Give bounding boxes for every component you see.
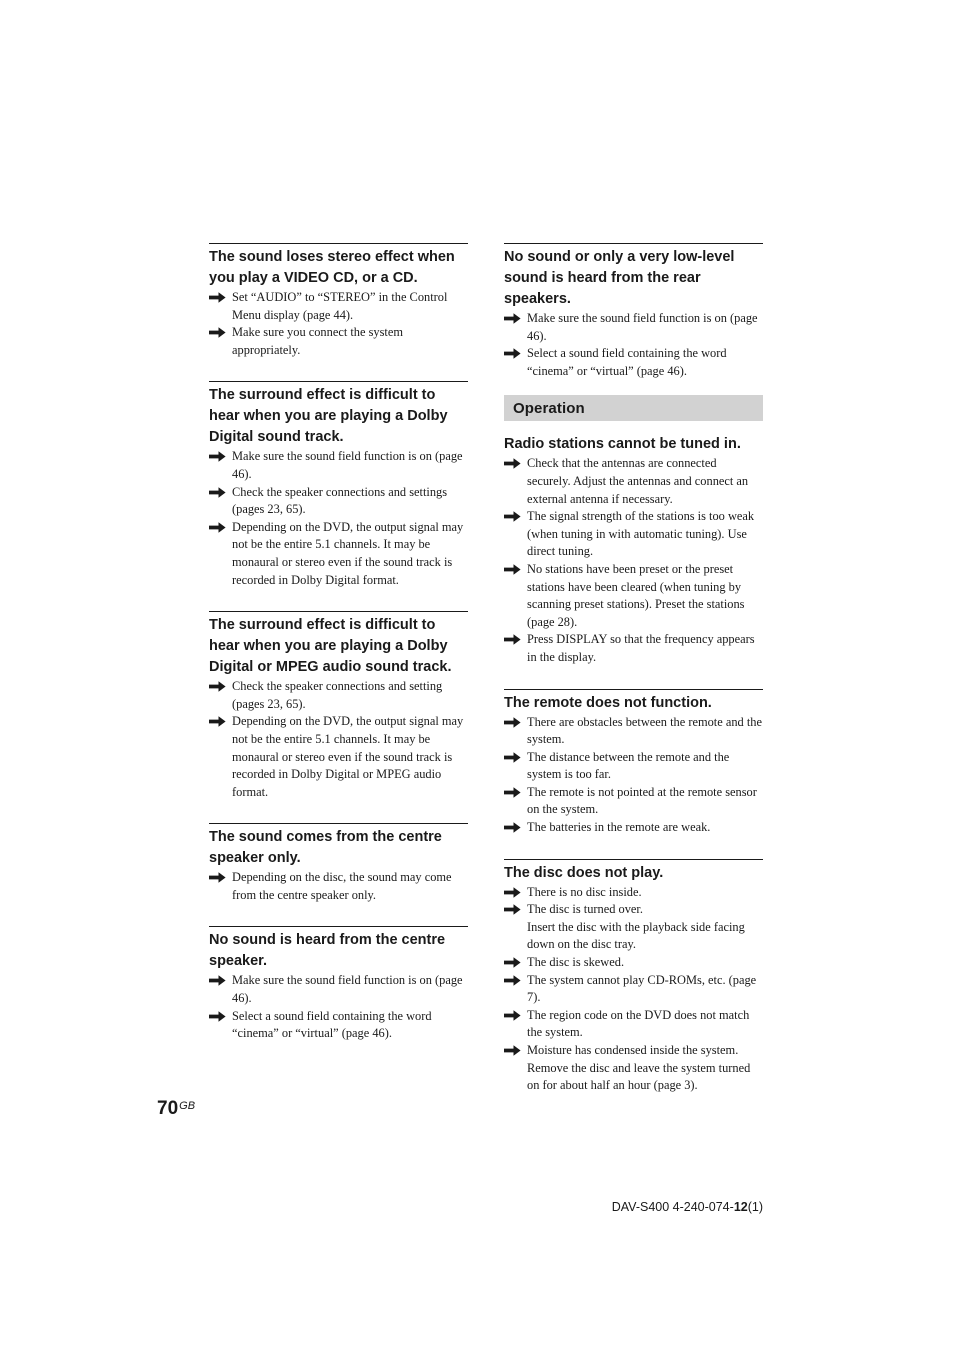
list-item: No stations have been preset or the preset stations have been cleared (when tuning by scanning preset stations). Preset the stations (page 28). [504, 561, 763, 631]
arrow-right-icon [504, 975, 521, 986]
arrow-right-icon [209, 451, 226, 462]
troubleshoot-section [504, 859, 763, 1095]
arrow-right-icon [504, 458, 521, 469]
list-item: Check the speaker connections and settings (pages 23, 65). [209, 484, 468, 519]
arrow-right-icon [504, 904, 521, 915]
troubleshoot-section [209, 823, 468, 904]
section-heading: The surround effect is difficult to hear when you are playing a Dolby Digital sound track. [209, 387, 448, 446]
list-item: The disc is turned over. [504, 901, 763, 919]
list-item: Make sure the sound field function is on (page 46). [504, 310, 763, 345]
section-heading: No sound or only a very low-level sound is heard from the rear speakers. [504, 249, 735, 307]
list-item: Moisture has condensed inside the system. Remove the disc and leave the system turned on for about half an hour (page 3). [504, 1042, 763, 1095]
arrow-right-icon [209, 327, 226, 338]
list-item: Press DISPLAY so that the frequency appears in the display. [504, 631, 763, 666]
list-item: Make sure you connect the system appropriately. [209, 324, 468, 359]
list-item: Depending on the disc, the sound may come from the centre speaker only. [209, 869, 468, 904]
arrow-right-icon [209, 487, 226, 498]
section-heading: The sound loses stereo effect when you play a VIDEO CD, or a CD. [209, 249, 455, 286]
arrow-right-icon [209, 681, 226, 692]
item-list [504, 714, 763, 837]
list-item: Select a sound field containing the word “cinema” or “virtual” (page 46). [209, 1008, 468, 1043]
left-column [209, 243, 468, 1065]
list-item: Set “AUDIO” to “STEREO” in the Control Menu display (page 44). [209, 289, 468, 324]
section-heading: The disc does not play. [504, 864, 664, 881]
arrow-right-icon [504, 957, 521, 968]
troubleshoot-section [209, 381, 468, 589]
section-heading: No sound is heard from the centre speaker. [209, 932, 446, 970]
arrow-right-icon [504, 313, 521, 324]
item-list [504, 884, 763, 1095]
list-item: The distance between the remote and the system is too far. [504, 749, 763, 784]
list-item: Make sure the sound field function is on (page 46). [209, 972, 468, 1007]
list-item: The system cannot play CD-ROMs, etc. (page 7). [504, 972, 763, 1007]
arrow-right-icon [209, 716, 226, 727]
arrow-right-icon [209, 1011, 226, 1022]
item-list [209, 869, 468, 904]
arrow-right-icon [209, 975, 226, 986]
arrow-right-icon [504, 511, 521, 522]
arrow-right-icon [504, 717, 521, 728]
troubleshoot-section [504, 689, 763, 837]
list-item: The disc is skewed. [504, 954, 763, 972]
arrow-right-icon [504, 634, 521, 645]
list-item: There is no disc inside. [504, 884, 763, 902]
item-list [209, 289, 468, 359]
item-list [209, 678, 468, 801]
item-list [504, 310, 763, 380]
arrow-right-icon [504, 1045, 521, 1056]
arrow-right-icon [504, 787, 521, 798]
list-item: The remote is not pointed at the remote sensor on the system. [504, 784, 763, 819]
list-item: The region code on the DVD does not match the system. [504, 1007, 763, 1042]
section-heading: The surround effect is difficult to hear when you are playing a Dolby Digital or MPEG audio sound track. [209, 617, 452, 676]
arrow-right-icon [209, 522, 226, 533]
list-item: Check that the antennas are connected securely. Adjust the antennas and connect an external antenna if necessary. [504, 455, 763, 508]
troubleshoot-section [209, 243, 468, 359]
section-heading: Radio stations cannot be tuned in. [504, 436, 741, 453]
item-list [209, 972, 468, 1042]
page-suffix: GB [179, 1100, 196, 1112]
list-item: Depending on the DVD, the output signal may not be the entire 5.1 channels. It may be monaural or stereo even if the sound track is recorded in Dolby Digital format. [209, 519, 468, 589]
arrow-right-icon [504, 564, 521, 575]
troubleshoot-section [209, 611, 468, 801]
troubleshoot-section [209, 926, 468, 1042]
arrow-right-icon [504, 752, 521, 763]
footer-model-code: DAV-S400 4-240-074-12(1) [611, 1200, 763, 1214]
arrow-right-icon [504, 1010, 521, 1021]
page-number: $70^{GB}$ [157, 1098, 196, 1119]
list-item: The batteries in the remote are weak. [504, 819, 763, 837]
list-item: There are obstacles between the remote and the system. [504, 714, 763, 749]
list-item: Depending on the DVD, the output signal may not be the entire 5.1 channels. It may be monaural or stereo even if the sound track is recorded in Dolby Digital or MPEG audio format. [209, 713, 468, 801]
arrow-right-icon [209, 872, 226, 883]
operation-banner: Operation [504, 395, 763, 421]
list-item: Select a sound field containing the word “cinema” or “virtual” (page 46). [504, 345, 763, 380]
arrow-right-icon [504, 822, 521, 833]
list-item: The signal strength of the stations is too weak (when tuning in with automatic tuning). Use direct tuning. [504, 508, 763, 561]
troubleshoot-section [504, 434, 763, 666]
arrow-right-icon [504, 348, 521, 359]
list-item: Check the speaker connections and setting (pages 23, 65). [209, 678, 468, 713]
item-list [209, 448, 468, 589]
item-list [504, 455, 763, 666]
right-column [504, 243, 763, 1117]
section-heading: The remote does not function. [504, 694, 712, 711]
arrow-right-icon [504, 887, 521, 898]
list-item: Make sure the sound field function is on (page 46). [209, 448, 468, 483]
list-item-continuation: Insert the disc with the playback side facing down on the disc tray. [527, 919, 745, 952]
section-heading: The sound comes from the centre speaker only. [209, 829, 442, 867]
troubleshoot-section [504, 243, 763, 380]
arrow-right-icon [209, 292, 226, 303]
